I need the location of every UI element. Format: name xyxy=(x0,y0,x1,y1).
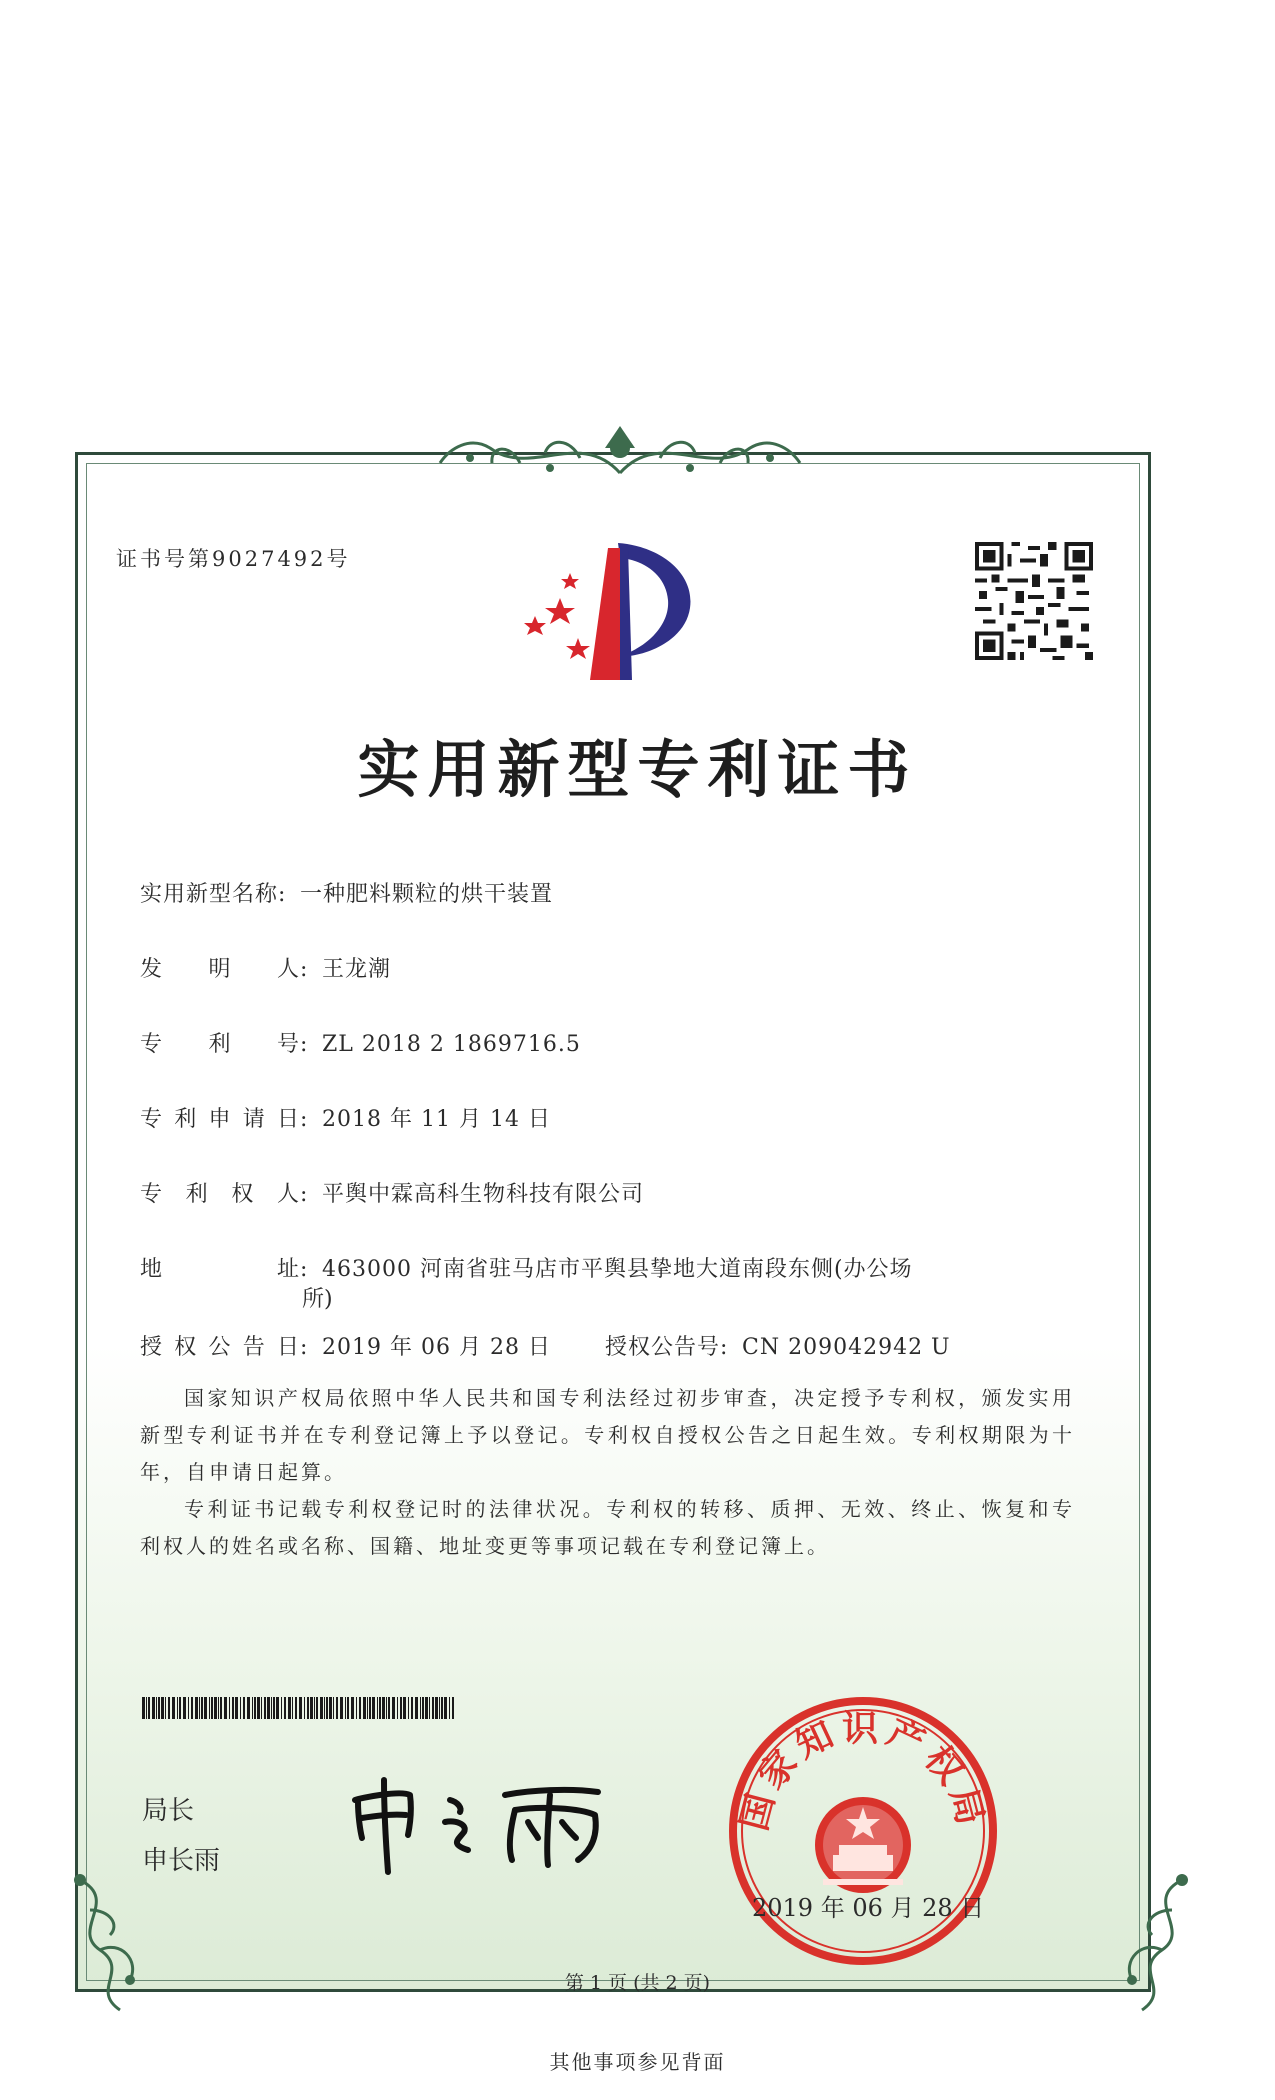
corner-ornament-icon xyxy=(60,1870,170,2020)
signatory-title: 局长 xyxy=(142,1796,195,1826)
corner-ornament-icon xyxy=(1092,1870,1202,2020)
field-label: 发明人 xyxy=(140,957,300,982)
top-ornament-icon xyxy=(430,418,810,488)
paragraph-legal-status: 专利证书记载专利权登记时的法律状况。专利权的转移、质押、无效、终止、恢复和专利权人的姓名或名称、国籍、地址变更等事项记载在专利登记簿上。 xyxy=(140,1497,1075,1558)
field-row-inventor: 发明人: 王龙潮 xyxy=(140,952,391,983)
field-row-grant-date: 授权公告日: 2019 年 06 月 28 日 xyxy=(140,1330,551,1361)
footer-note: 其他事项参见背面 xyxy=(549,2050,726,2074)
field-row-filing-date: 专利申请日: 2018 年 11 月 14 日 xyxy=(140,1102,551,1133)
field-label: 专利号 xyxy=(140,1032,300,1057)
field-row-address: 地址: 463000 河南省驻马店市平舆县挚地大道南段东侧(办公场 xyxy=(140,1252,913,1283)
field-value: 2018 年 11 月 14 日 xyxy=(322,1107,551,1132)
field-label: 地址 xyxy=(140,1257,300,1282)
field-label: 专利申请日 xyxy=(140,1107,300,1132)
certificate-title: 实用新型专利证书 xyxy=(357,733,918,806)
signatory-name: 申长雨 xyxy=(142,1846,221,1876)
seal-date: 2019 年 06 月 28 日 xyxy=(752,1894,985,1922)
field-value: 一种肥料颗粒的烘干装置 xyxy=(300,882,554,907)
handwritten-signature-icon xyxy=(340,1760,620,1880)
field-label: 授权公告日 xyxy=(140,1335,300,1360)
patent-office-emblem-icon xyxy=(520,538,720,688)
field-label: 专利权人 xyxy=(140,1182,300,1207)
field-label: 实用新型名称 xyxy=(140,882,279,907)
address-continuation: 所) xyxy=(302,1287,333,1312)
svg-text:国家知识产权局: 国家知识产权局 xyxy=(733,1708,993,1835)
field-value: ZL 2018 2 1869716.5 xyxy=(322,1032,581,1057)
qr-code-icon xyxy=(975,542,1093,660)
barcode-icon xyxy=(142,1697,458,1719)
field-value: 463000 河南省驻马店市平舆县挚地大道南段东侧(办公场 xyxy=(322,1257,913,1282)
field-row-name: 实用新型名称: 一种肥料颗粒的烘干装置 xyxy=(140,877,553,908)
field-label: 授权公告号 xyxy=(605,1335,721,1360)
official-seal-icon xyxy=(727,1695,999,1967)
field-value: CN 209042942 U xyxy=(742,1335,951,1360)
field-value: 王龙潮 xyxy=(322,957,392,982)
field-row-patentee: 专利权人: 平舆中霖高科生物科技有限公司 xyxy=(140,1177,644,1208)
field-row-grant-number: 授权公告号: CN 209042942 U xyxy=(605,1330,951,1361)
paragraph-grant-statement: 国家知识产权局依照中华人民共和国专利法经过初步审查，决定授予专利权，颁发实用新型专利证书并在专利登记簿上予以登记。专利权自授权公告之日起生效。专利权期限为十年，自申请日起算。 xyxy=(140,1386,1075,1484)
field-row-patent-number: 专利号: ZL 2018 2 1869716.5 xyxy=(140,1027,581,1058)
field-value: 2019 年 06 月 28 日 xyxy=(322,1335,551,1360)
field-value: 平舆中霖高科生物科技有限公司 xyxy=(322,1182,645,1207)
page-indicator: 第 1 页 (共 2 页) xyxy=(564,1972,711,1994)
certificate-number: 证书号第9027492号 xyxy=(116,547,351,571)
